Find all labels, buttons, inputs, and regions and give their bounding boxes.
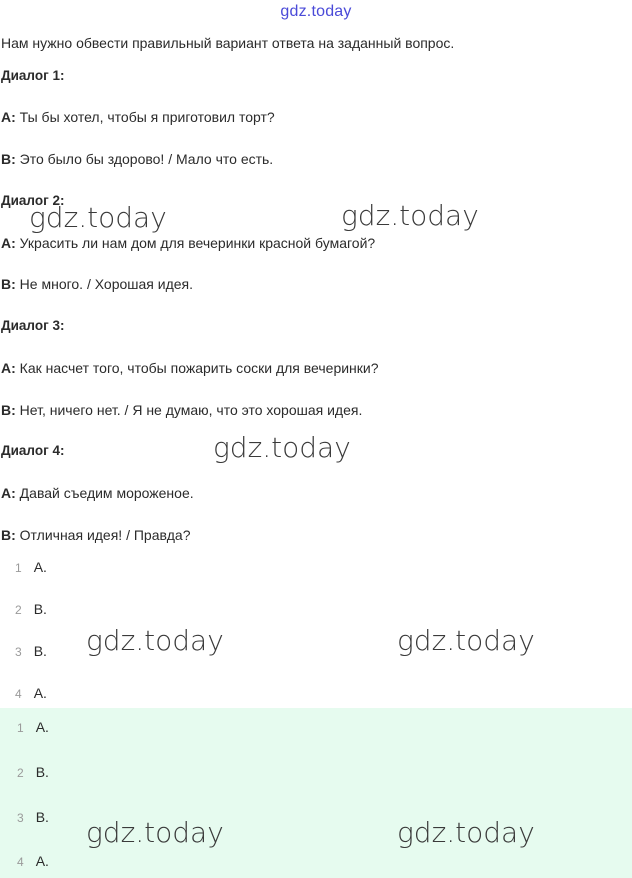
dialog-line-a: [1, 485, 194, 501]
line-text: Отличная идея! / Правда?: [19, 527, 191, 543]
dialog-line-a: [1, 360, 379, 376]
answer-number: 2: [15, 603, 22, 617]
line-text: Не много. / Хорошая идея.: [19, 276, 194, 292]
line-text: Ты бы хотел, чтобы я приготовил торт?: [19, 109, 275, 125]
answer-item: [17, 764, 49, 780]
speaker-label: А:: [1, 109, 16, 125]
watermark: gdz.today: [86, 624, 224, 657]
answer-value: A.: [33, 685, 47, 701]
answer-item: [15, 559, 47, 575]
answer-item: [15, 643, 47, 659]
dialog-line-a: [1, 109, 275, 125]
answer-number: 1: [17, 721, 24, 735]
dialog-line-b: [1, 276, 193, 292]
line-text: Украсить ли нам дом для вечеринки красной бумагой?: [19, 235, 376, 251]
watermark: gdz.today: [341, 199, 479, 232]
answer-number: 3: [15, 645, 22, 659]
line-text: Как насчет того, чтобы пожарить соски для вечеринки?: [19, 360, 379, 376]
answer-item: [17, 719, 49, 735]
dialog-line-b: [1, 527, 191, 543]
answer-number: 1: [15, 561, 22, 575]
answer-number: 2: [17, 766, 24, 780]
line-text: Это было бы здорово! / Мало что есть.: [19, 151, 274, 167]
line-text: Давай съедим мороженое.: [19, 485, 194, 501]
answer-block: [0, 708, 632, 878]
intro-text: Нам нужно обвести правильный вариант ответа на заданный вопрос.: [1, 35, 455, 51]
speaker-label: B:: [1, 402, 16, 418]
answer-value: A.: [35, 719, 49, 735]
watermark: gdz.today: [213, 431, 351, 464]
answer-item: [17, 853, 49, 869]
dialog-line-b: [1, 151, 273, 167]
answer-item: [17, 809, 49, 825]
speaker-label: B:: [1, 151, 16, 167]
answer-value: B.: [35, 809, 49, 825]
speaker-label: А:: [1, 235, 16, 251]
answer-item: [15, 685, 47, 701]
speaker-label: B:: [1, 276, 16, 292]
dialog-title: Диалог 4:: [1, 443, 65, 458]
watermark: gdz.today: [397, 816, 535, 849]
answer-value: B.: [33, 601, 47, 617]
header-watermark[interactable]: gdz.today: [280, 3, 352, 20]
dialog-line-b: [1, 402, 362, 418]
answer-value: B.: [35, 764, 49, 780]
watermark: gdz.today: [29, 201, 167, 234]
line-text: Нет, ничего нет. / Я не думаю, что это хорошая идея.: [19, 402, 363, 418]
dialog-line-a: [1, 235, 375, 251]
answer-number: 4: [15, 687, 22, 701]
answer-value: A.: [35, 853, 49, 869]
speaker-label: B:: [1, 527, 16, 543]
speaker-label: А:: [1, 485, 16, 501]
answer-value: A.: [33, 559, 47, 575]
dialog-title: Диалог 3:: [1, 318, 65, 333]
answer-number: 3: [17, 811, 24, 825]
dialog-title: Диалог 2:: [1, 193, 65, 208]
dialog-title: Диалог 1:: [1, 68, 65, 83]
answer-value: B.: [33, 643, 47, 659]
answer-item: [15, 601, 47, 617]
watermark: gdz.today: [397, 624, 535, 657]
speaker-label: А:: [1, 360, 16, 376]
answer-number: 4: [17, 855, 24, 869]
watermark: gdz.today: [86, 816, 224, 849]
